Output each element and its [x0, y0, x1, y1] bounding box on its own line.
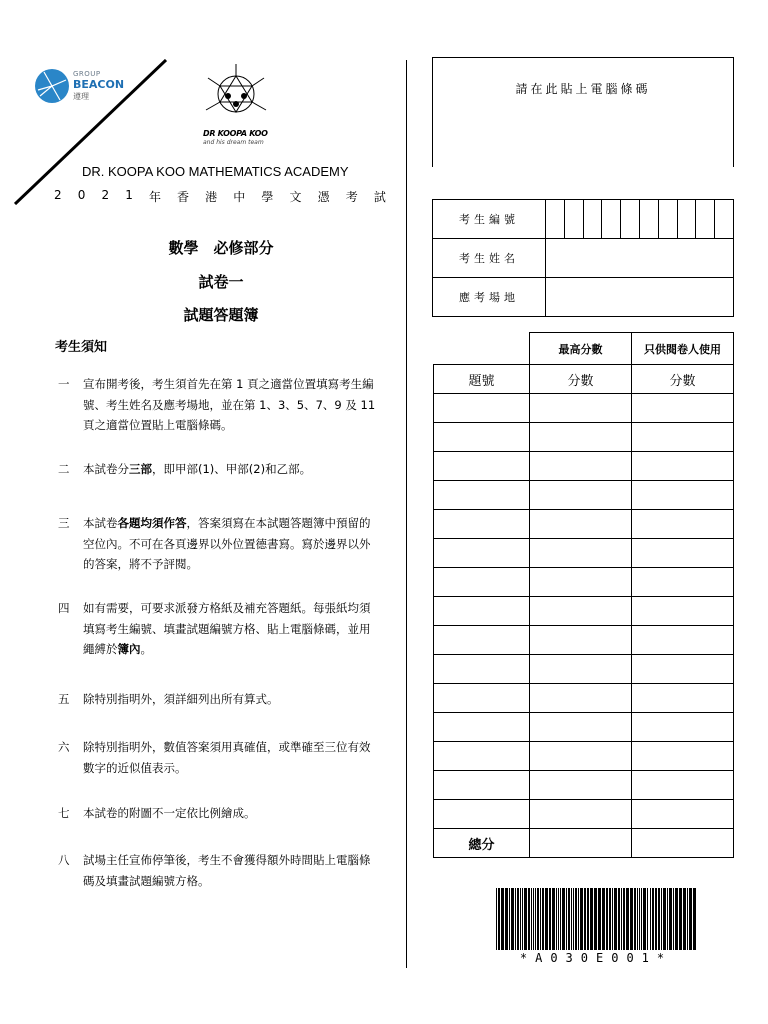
table-row: [434, 539, 734, 568]
barcode-text: *A030E001*: [519, 951, 673, 965]
digit-box[interactable]: [659, 200, 678, 238]
candidate-info-table: [432, 199, 734, 317]
digit-box[interactable]: [621, 200, 640, 238]
notes-heading: 考生須知: [55, 340, 108, 355]
question-no-header: 題號: [434, 365, 530, 394]
table-row: [434, 423, 734, 452]
beacon-logo-icon: [34, 68, 70, 104]
page-divider: [406, 60, 407, 968]
exam-char: 0: [77, 188, 86, 202]
note-emphasis: 簿內: [117, 642, 141, 656]
table-row: [434, 684, 734, 713]
koopa-logo-icon: [198, 62, 274, 126]
table-row: [434, 800, 734, 829]
table-row: [434, 394, 734, 423]
exam-char: 香: [177, 190, 190, 204]
candidate-number-field[interactable]: [546, 200, 734, 239]
exam-char: 2: [101, 188, 110, 202]
exam-char: 學: [261, 190, 274, 204]
digit-box[interactable]: [715, 200, 733, 238]
table-row: [434, 742, 734, 771]
exam-centre-field[interactable]: [546, 278, 734, 317]
koopa-tagline-label: and his dream team: [203, 139, 264, 146]
note-number: 五: [58, 692, 70, 706]
exam-centre-label: 應考場地: [433, 278, 546, 317]
note-text: 除特別指明外，數值答案須用真確值，或準確至三位有效數字的近似值表示。: [83, 740, 371, 775]
candidate-number-label: 考生編號: [433, 200, 546, 239]
markers-only-header: 只供閱卷人使用: [632, 333, 734, 365]
exam-char: 文: [289, 190, 302, 204]
note-text: 宣布開考後，考生須首先在第 1 頁之適當位置填寫考生編號、考生姓名及應考場地，並在第 1、3、5、7、9 及 11 頁之適當位置貼上電腦條碼。: [83, 377, 376, 432]
note-text: 試場主任宣佈停筆後，考生不會獲得額外時間貼上電腦條碼及填畫試題編號方格。: [83, 853, 371, 888]
koopa-name-label: DR KOOPA KOO: [203, 129, 268, 138]
exam-char: 中: [233, 190, 246, 204]
digit-box[interactable]: [584, 200, 603, 238]
digit-box[interactable]: [602, 200, 621, 238]
booklet-title: 試題答題簿: [183, 306, 259, 324]
note-number: 二: [58, 462, 70, 476]
subject-title: 數學 必修部分: [168, 239, 274, 257]
note-item: [58, 459, 380, 480]
candidate-name-field[interactable]: [546, 239, 734, 278]
note-item: [58, 803, 380, 824]
note-number: 八: [58, 853, 70, 867]
score-table: [433, 332, 734, 858]
note-item: [58, 737, 380, 778]
digit-box[interactable]: [640, 200, 659, 238]
table-row: [434, 713, 734, 742]
table-row: [434, 568, 734, 597]
score-header-blank: [434, 333, 530, 365]
table-row: [434, 597, 734, 626]
barcode-image: [496, 888, 696, 950]
exam-char: 考: [345, 190, 358, 204]
table-row: [434, 481, 734, 510]
note-item: [58, 513, 380, 575]
exam-char: 2: [54, 188, 62, 202]
exam-char: 年: [148, 190, 161, 204]
paper-title: 試卷一: [198, 273, 244, 291]
note-emphasis: 三部: [129, 462, 152, 476]
note-item: [58, 598, 380, 660]
table-row: [434, 626, 734, 655]
note-text: 本試卷各題均須作答，答案須寫在本試題答題簿中預留的空位內。不可在各頁邊界以外位置德書寫。寫於邊界以外的答案，將不予評閱。: [83, 516, 371, 571]
note-text: 本試卷的附圖不一定依比例繪成。: [83, 806, 256, 820]
note-text: 除特別指明外，須詳細列出所有算式。: [83, 692, 279, 706]
note-number: 一: [58, 377, 70, 391]
note-item: [58, 374, 380, 436]
note-number: 四: [58, 601, 70, 615]
exam-char: 試: [373, 190, 386, 204]
digit-box[interactable]: [696, 200, 715, 238]
marks-header-2: 分數: [632, 365, 734, 394]
note-item: [58, 689, 380, 710]
exam-name-line: [54, 188, 386, 205]
note-text: 本試卷分三部，即甲部(1)、甲部(2)和乙部。: [83, 462, 312, 476]
beacon-name-label: BEACON: [73, 78, 125, 91]
marks-header: 分數: [530, 365, 632, 394]
beacon-group-label: GROUP: [73, 70, 101, 78]
note-item: [58, 850, 380, 891]
exam-char: 港: [205, 190, 218, 204]
academy-name: DR. KOOPA KOO MATHEMATICS ACADEMY: [82, 164, 349, 179]
exam-char: 1: [125, 188, 133, 202]
table-row: [434, 771, 734, 800]
total-row: [434, 829, 734, 858]
exam-char: 憑: [317, 190, 330, 204]
table-row: [434, 655, 734, 684]
digit-box[interactable]: [565, 200, 584, 238]
note-number: 三: [58, 516, 70, 530]
total-label: 總分: [434, 829, 530, 858]
digit-box[interactable]: [546, 200, 565, 238]
barcode-sticker-label: 請在此貼上電腦條碼: [515, 82, 651, 96]
max-marks-header: 最高分數: [530, 333, 632, 365]
candidate-name-label: 考生姓名: [433, 239, 546, 278]
table-row: [434, 452, 734, 481]
table-row: [434, 510, 734, 539]
note-text: 如有需要，可要求派發方格紙及補充答題紙。每張紙均須填寫考生編號、填畫試題編號方格、貼上電腦條碼，並用繩縛於簿內。: [83, 601, 371, 656]
beacon-chinese-label: 遵理: [73, 92, 89, 101]
note-number: 七: [58, 806, 70, 820]
digit-box[interactable]: [678, 200, 697, 238]
note-number: 六: [58, 740, 70, 754]
barcode-sticker-area: [432, 57, 734, 167]
note-emphasis: 各題均須作答: [117, 516, 187, 530]
